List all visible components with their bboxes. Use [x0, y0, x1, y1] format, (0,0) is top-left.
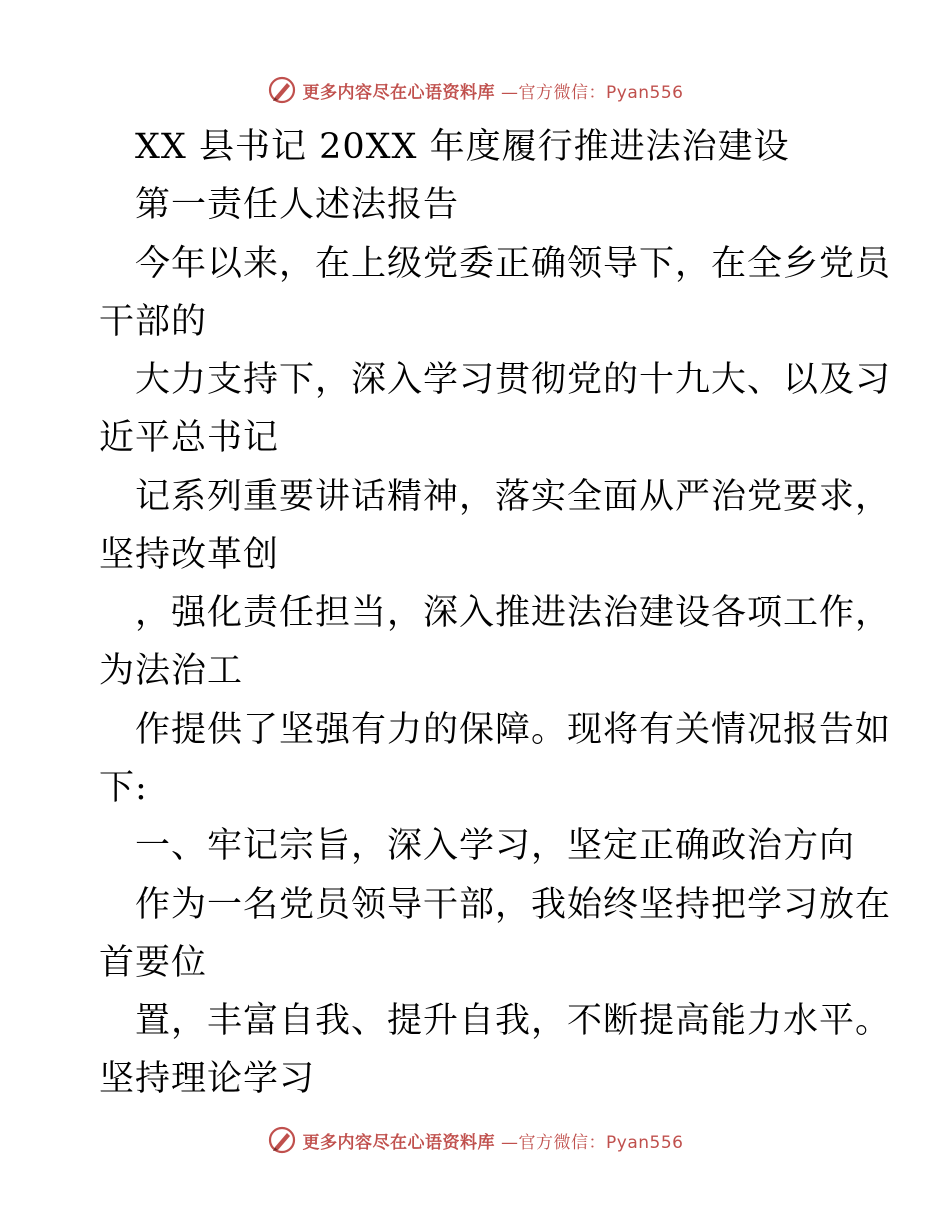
doc-paragraph-line: 坚持理论学习: [99, 1059, 316, 1099]
pen-logo-icon: [267, 75, 297, 105]
doc-paragraph-line: 作为一名党员领导干部，我始终坚持把学习放在: [135, 885, 892, 925]
doc-paragraph-line: 今年以来，在上级党委正确领导下，在全乡党员: [135, 244, 892, 284]
doc-paragraph-line: 置，丰富自我、提升自我，不断提高能力水平。: [135, 1001, 892, 1041]
doc-paragraph-line: 作提供了坚强有力的保障。现将有关情况报告如: [135, 710, 892, 750]
doc-paragraph-line: 近平总书记: [99, 418, 280, 458]
doc-section-heading: 一、牢记宗旨，深入学习，坚定正确政治方向: [135, 826, 856, 866]
banner-main-text: 更多内容尽在心语资料库: [302, 82, 496, 103]
pen-logo-icon: [267, 1125, 297, 1155]
doc-paragraph-line: 为法治工: [99, 651, 244, 691]
header-watermark-banner: [0, 70, 950, 110]
banner-main-text: 更多内容尽在心语资料库: [302, 1132, 496, 1153]
footer-watermark-banner: [0, 1120, 950, 1160]
doc-paragraph-line: 干部的: [99, 302, 208, 342]
doc-title-line-2: 第一责任人述法报告: [135, 185, 460, 225]
doc-paragraph-line: 首要位: [99, 943, 208, 983]
banner-sub-text: —官方微信：Pyan556: [501, 82, 684, 103]
doc-paragraph-line: 坚持改革创: [99, 535, 280, 575]
doc-title-line-1: XX 县书记 20XX 年度履行推进法治建设: [135, 127, 790, 167]
doc-paragraph-line: ，强化责任担当，深入推进法治建设各项工作，: [135, 593, 892, 633]
doc-paragraph-line: 记系列重要讲话精神，落实全面从严治党要求，: [135, 477, 892, 517]
doc-paragraph-line: 下:: [99, 768, 148, 808]
doc-paragraph-line: 大力支持下，深入学习贯彻党的十九大、以及习: [135, 360, 892, 400]
banner-sub-text: —官方微信：Pyan556: [501, 1132, 684, 1153]
